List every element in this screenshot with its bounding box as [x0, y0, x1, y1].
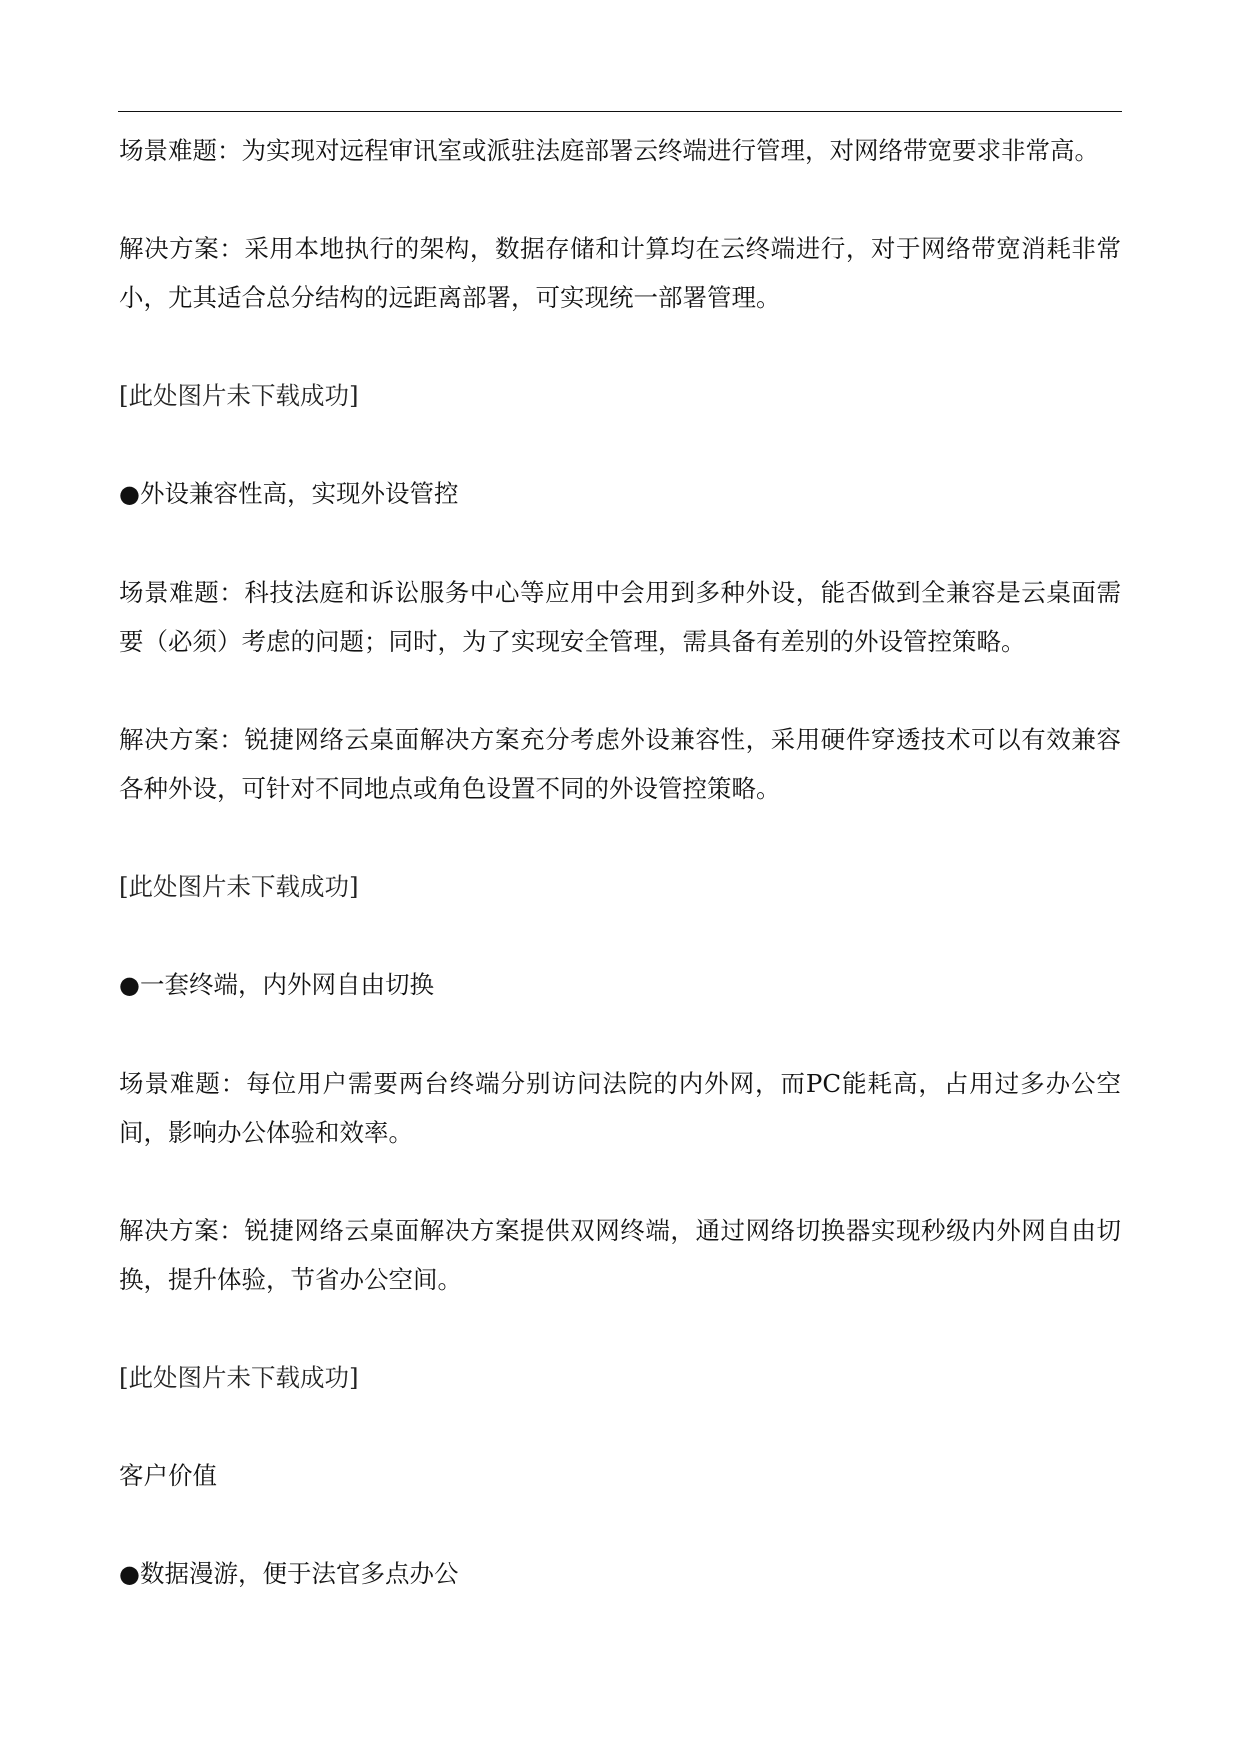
bullet-peripheral-compatibility [119, 469, 1121, 519]
image-placeholder-1: [此处图片未下载成功] [119, 381, 359, 410]
section-heading-customer-value: 客户价值 [119, 1461, 217, 1490]
bullet-network-switching [119, 960, 1121, 1010]
paragraph-scenario-dual-network: 场景难题：每位用户需要两台终端分别访问法院的内外网，而PC能耗高，占用过多办公空间，影响办公体验和效率。 [119, 1069, 1121, 1147]
bullet-data-roaming [119, 1549, 1121, 1599]
bullet-text: 数据漫游，便于法官多点办公 [139, 1559, 459, 1588]
bullet-dot-icon: ● [119, 480, 140, 508]
paragraph-scenario-peripherals: 场景难题：科技法庭和诉讼服务中心等应用中会用到多种外设，能否做到全兼容是云桌面需要（必须）考虑的问题；同时，为了实现安全管理，需具备有差别的外设管控策略。 [119, 578, 1121, 656]
paragraph-solution-bandwidth: 解决方案：采用本地执行的架构，数据存储和计算均在云终端进行，对于网络带宽消耗非常小，尤其适合总分结构的远距离部署，可实现统一部署管理。 [119, 234, 1121, 312]
document-body [119, 126, 1121, 1648]
header-rule [118, 111, 1122, 112]
paragraph-solution-dual-network: 解决方案：锐捷网络云桌面解决方案提供双网终端，通过网络切换器实现秒级内外网自由切换，提升体验，节省办公空间。 [119, 1216, 1121, 1294]
image-placeholder-3: [此处图片未下载成功] [119, 1363, 359, 1392]
bullet-dot-icon: ● [119, 971, 140, 999]
paragraph-scenario-bandwidth: 场景难题：为实现对远程审讯室或派驻法庭部署云终端进行管理，对网络带宽要求非常高。 [119, 136, 1099, 165]
bullet-dot-icon: ● [119, 1560, 140, 1588]
bullet-text: 一套终端，内外网自由切换 [139, 970, 434, 999]
paragraph-solution-peripherals: 解决方案：锐捷网络云桌面解决方案充分考虑外设兼容性，采用硬件穿透技术可以有效兼容各种外设，可针对不同地点或角色设置不同的外设管控策略。 [119, 725, 1121, 803]
bullet-text: 外设兼容性高，实现外设管控 [139, 479, 459, 508]
image-placeholder-2: [此处图片未下载成功] [119, 872, 359, 901]
